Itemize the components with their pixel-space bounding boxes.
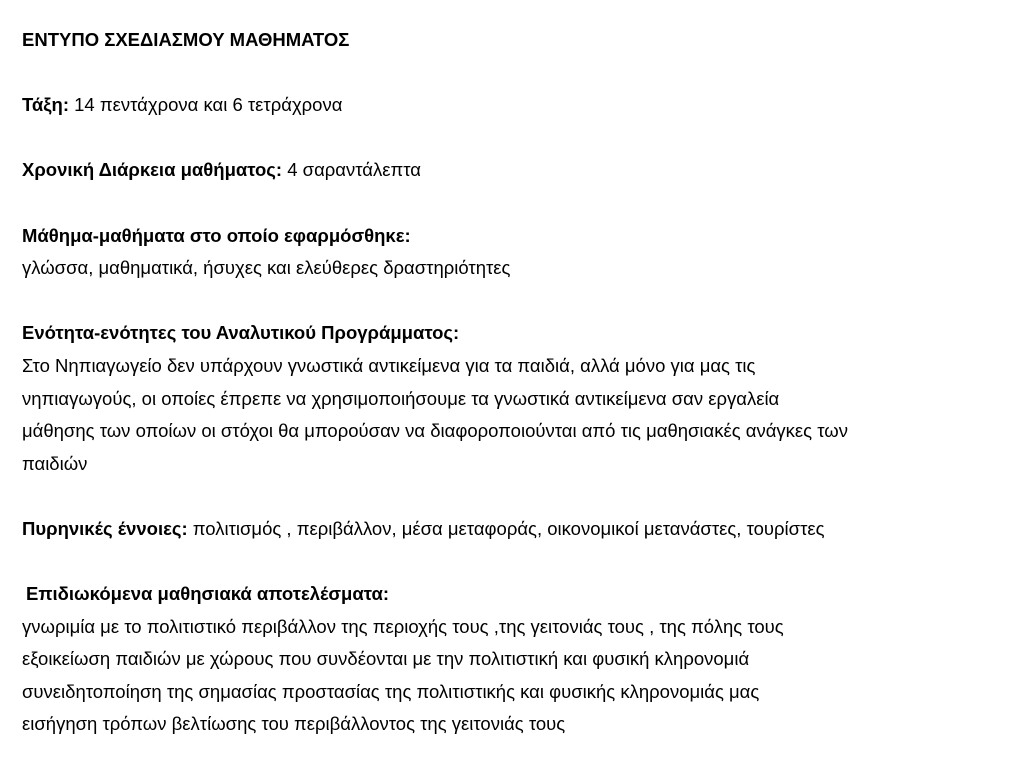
- duration-row: [22, 154, 1012, 187]
- outcomes-line: εισήγηση τρόπων βελτίωσης του περιβάλλοντος της γειτονιάς τους: [22, 713, 566, 735]
- concepts-label: Πυρηνικές έννοιες:: [22, 517, 188, 539]
- units-line: νηπιαγωγούς, οι οποίες έπρεπε να χρησιμοποιήσουμε τα γνωστικά αντικείμενα σαν εργαλεία: [22, 387, 780, 409]
- spacer: [22, 285, 1012, 318]
- spacer: [22, 122, 1012, 155]
- outcomes-line: συνειδητοποίηση της σημασίας προστασίας της πολιτιστικής και φυσικής κληρονομιάς μας: [22, 680, 760, 702]
- units-line: παιδιών: [22, 452, 88, 474]
- duration-value: 4 σαραντάλεπτα: [282, 159, 421, 181]
- outcomes-line: γνωριμία με το πολιτιστικό περιβάλλον της περιοχής τους ,της γειτονιάς τους , της πόλης τους: [22, 615, 784, 637]
- class-row: [22, 89, 1012, 122]
- spacer: [22, 187, 1012, 220]
- outcomes-line: εξοικείωση παιδιών με χώρους που συνδέονται με την πολιτιστική και φυσική κληρονομιά: [22, 648, 750, 670]
- units-label: Ενότητα-ενότητες του Αναλυτικού Προγράμματος:: [22, 322, 460, 344]
- units-line: Στο Νηπιαγωγείο δεν υπάρχουν γνωστικά αντικείμενα για τα παιδιά, αλλά μόνο για μας τις: [22, 354, 756, 376]
- duration-label: Χρονική Διάρκεια μαθήματος:: [22, 159, 283, 181]
- units-line: μάθησης των οποίων οι στόχοι θα μπορούσαν να διαφοροποιούνται από τις μαθησιακές ανάγκες των: [22, 420, 848, 442]
- spacer: [22, 546, 1012, 579]
- class-label: Τάξη:: [22, 94, 69, 116]
- subjects-label: Μάθημα-μαθήματα στο οποίο εφαρμόσθηκε:: [22, 224, 411, 246]
- outcomes-label: Επιδιωκόμενα μαθησιακά αποτελέσματα:: [26, 583, 390, 605]
- class-value: 14 πεντάχρονα και 6 τετράχρονα: [69, 94, 343, 116]
- lesson-plan-document: [22, 24, 1012, 741]
- spacer: [22, 57, 1012, 90]
- subjects-value: γλώσσα, μαθηματικά, ήσυχες και ελεύθερες δραστηριότητες: [22, 257, 511, 279]
- document-title: ΕΝΤΥΠΟ ΣΧΕΔΙΑΣΜΟΥ ΜΑΘΗΜΑΤΟΣ: [22, 29, 350, 50]
- concepts-value: πολιτισμός , περιβάλλον, μέσα μεταφοράς, οικονομικοί μετανάστες, τουρίστες: [187, 517, 825, 539]
- concepts-row: [22, 513, 1012, 546]
- spacer: [22, 480, 1012, 513]
